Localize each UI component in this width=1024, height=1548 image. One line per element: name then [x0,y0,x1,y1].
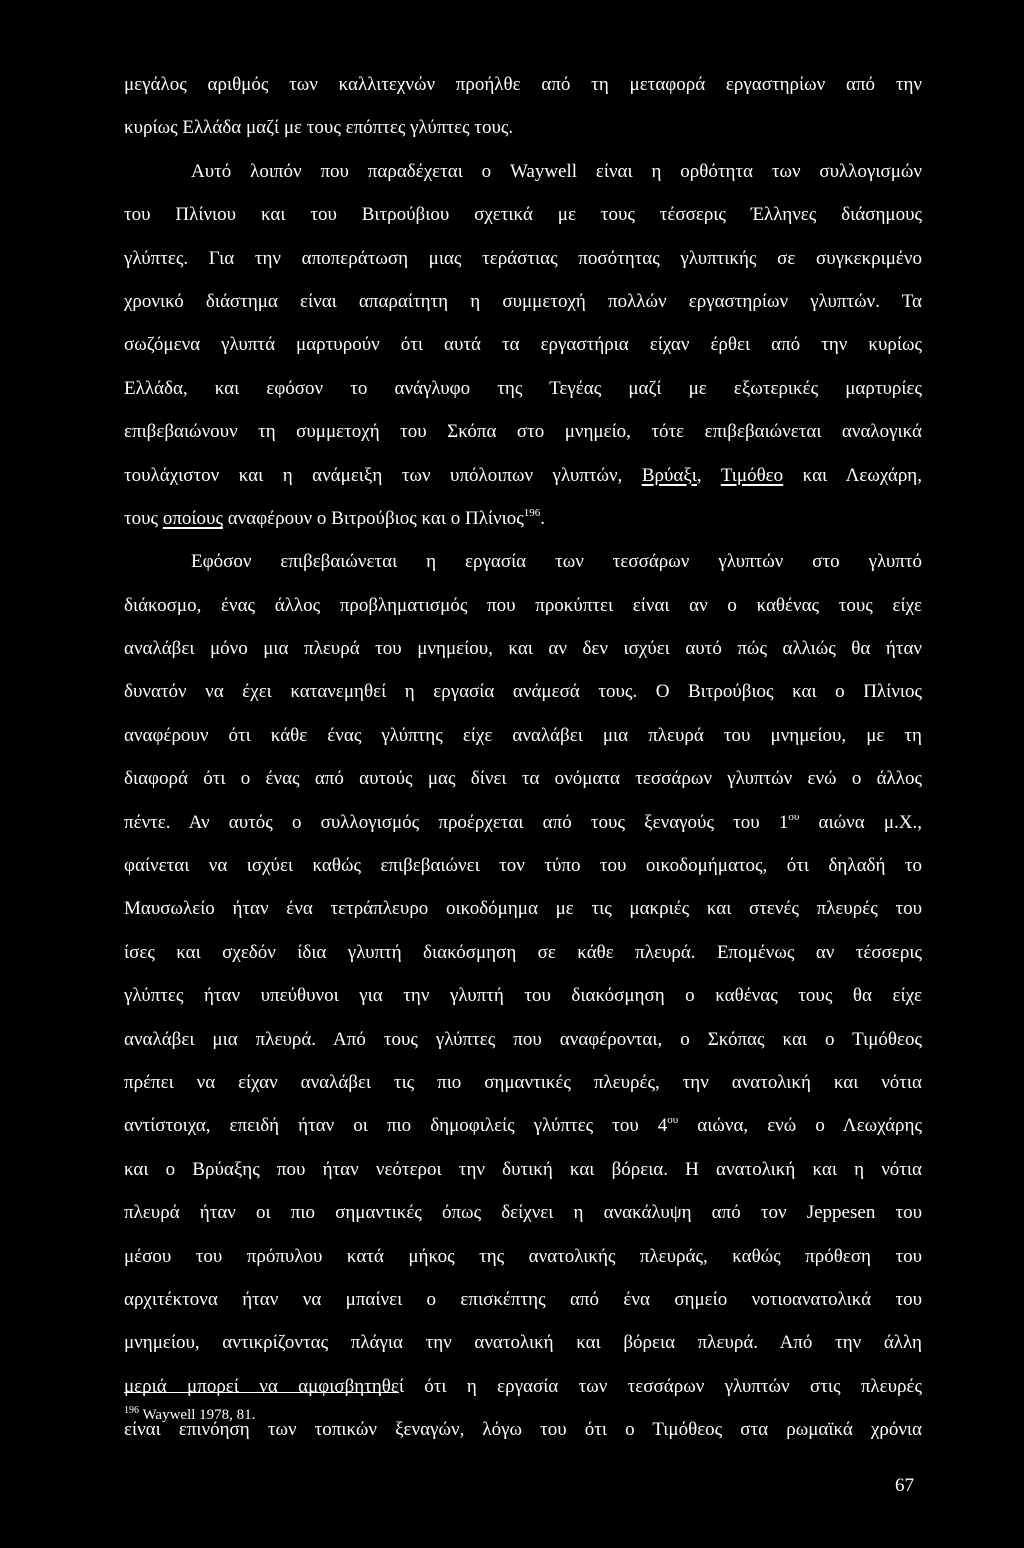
text-line: μεγάλος αριθμός των καλλιτεχνών προήλθε από τη μεταφορά εργαστηρίων από την [124,74,922,95]
text-line: είναι επινόηση των τοπικών ξεναγών, λόγω του ότι ο Τιμόθεος στα ρωμαϊκά χρόνια [124,1419,922,1441]
footnote [124,1405,255,1425]
text-segment: αιώνα, ενώ ο Λεωχάρης [678,1115,922,1137]
text-line: φαίνεται να ισχύει καθώς επιβεβαιώνει τον τύπο του οικοδομήματος, ότι δηλαδή το [124,855,922,877]
text-line: διάκοσμο, ένας άλλος προβληματισμός που προκύπτει είναι αν ο καθένας τους είχε [124,594,922,616]
body-text [124,70,922,1459]
text-line [124,461,922,491]
text-line: μέσου του πρόπυλου κατά μήκος της ανατολικής πλευράς, καθώς πρόθεση του [124,1245,922,1267]
text-line: γλύπτες ήταν υπεύθυνοι για την γλυπτή του διακόσμηση ο καθένας τους θα είχε [124,985,922,1007]
text-line: ίσες και σχεδόν ίδια γλυπτή διακόσμηση σε κάθε πλευρά. Επομένως αν τέσσερις [124,941,922,963]
text-line: αναλάβει μια πλευρά. Από τους γλύπτες που αναφέρονται, ο Σκόπας και ο Τιμόθεος [124,1028,922,1050]
text-line [124,808,922,838]
underlined-name-bryaxis: Βρύαξι [641,464,697,486]
page-number: 67 [895,1475,914,1496]
footnote-number: 196 [124,1405,139,1416]
text-line: μνημείου, αντικρίζοντας πλάγια την ανατολική και βόρεια πλευρά. Από την άλλη [124,1332,922,1354]
text-segment: αιώνα μ.Χ., [799,811,922,833]
footnote-reference[interactable]: 196 [523,506,541,519]
text-line: επιβεβαιώνουν τη συμμετοχή του Σκόπα στο μνημείο, τότε επιβεβαιώνεται αναλογικά [124,421,922,443]
text-segment: τουλάχιστον και η ανάμειξη των υπόλοιπων γλυπτών, [124,464,642,486]
text-line [124,504,922,534]
paragraph-start-line: Εφόσον επιβεβαιώνεται η εργασία των τεσσάρων γλυπτών στο γλυπτό [191,551,922,573]
text-segment: αναφέρουν ο Βιτρούβιος και ο Πλίνιος [222,507,524,529]
text-segment: , [696,464,721,486]
text-line: πρέπει να είχαν αναλάβει τις πιο σημαντικές πλευρές, την ανατολική και νότια [124,1071,922,1093]
underlined-name-timotheos: Τιμόθεο [720,464,784,486]
text-line: Μαυσωλείο ήταν ένα τετράπλευρο οικοδόμημα με τις μακριές και στενές πλευρές του [124,898,922,920]
paragraph-start-line: Αυτό λοιπόν που παραδέχεται ο Waywell είναι η ορθότητα των συλλογισμών [191,160,922,182]
text-line: σωζόμενα γλυπτά μαρτυρούν ότι αυτά τα εργαστήρια είχαν έρθει από την κυρίως [124,334,922,356]
text-line: γλύπτες. Για την αποπεράτωση μιας τεράστιας ποσότητας γλυπτικής σε συγκεκριμένο [124,247,922,269]
text-line: αναλάβει μόνο μια πλευρά του μνημείου, και αν δεν ισχύει αυτό πώς αλλιώς θα ήταν [124,638,922,660]
text-line: πλευρά ήταν οι πιο σημαντικές όπως δείχνει η ανακάλυψη από τον Jeppesen του [124,1202,922,1224]
text-line: δυνατόν να έχει κατανεμηθεί η εργασία ανάμεσά τους. Ο Βιτρούβιος και ο Πλίνιος [124,681,922,703]
text-line: κυρίως Ελλάδα μαζί με τους επόπτες γλύπτες τους. [124,117,514,139]
text-line: χρονικό διάστημα είναι απαραίτητη η συμμετοχή πολλών εργαστηρίων γλυπτών. Τα [124,290,922,312]
text-line: μεριά μπορεί να αμφισβητηθεί ότι η εργασία των τεσσάρων γλυπτών στις πλευρές [124,1375,922,1397]
text-line: διαφορά ότι ο ένας από αυτούς μας δίνει τα ονόματα τεσσάρων γλυπτών ενώ ο άλλος [124,768,922,790]
text-line: Ελλάδα, και εφόσον το ανάγλυφο της Τεγέας μαζί με εξωτερικές μαρτυρίες [124,377,922,399]
footnote-separator [124,1392,399,1393]
ordinal-suffix: ου [788,810,800,823]
text-line: και ο Βρύαξης που ήταν νεότεροι την δυτική και βόρεια. Η ανατολική και η νότια [124,1158,922,1180]
text-segment: . [540,507,545,529]
text-segment: αντίστοιχα, επειδή ήταν οι πιο δημοφιλείς γλύπτες του 4 [124,1115,668,1137]
text-segment: πέντε. Αν αυτός ο συλλογισμός προέρχεται από τους ξεναγούς του 1 [124,811,789,833]
text-line: του Πλίνιου και του Βιτρούβιου σχετικά με τους τέσσερις Έλληνες διάσημους [124,204,922,226]
text-segment: τους [124,507,163,529]
text-line: αρχιτέκτονα ήταν να μπαίνει ο επισκέπτης από ένα σημείο νοτιοανατολικά του [124,1288,922,1310]
footnote-text: Waywell 1978, 81. [139,1407,256,1423]
text-line [124,1111,922,1141]
ordinal-suffix: ου [667,1114,679,1127]
text-line: αναφέρουν ότι κάθε ένας γλύπτης είχε αναλάβει μια πλευρά του μνημείου, με τη [124,724,922,746]
underlined-word: οποίους [162,507,223,529]
text-segment: και Λεωχάρη, [783,464,922,486]
